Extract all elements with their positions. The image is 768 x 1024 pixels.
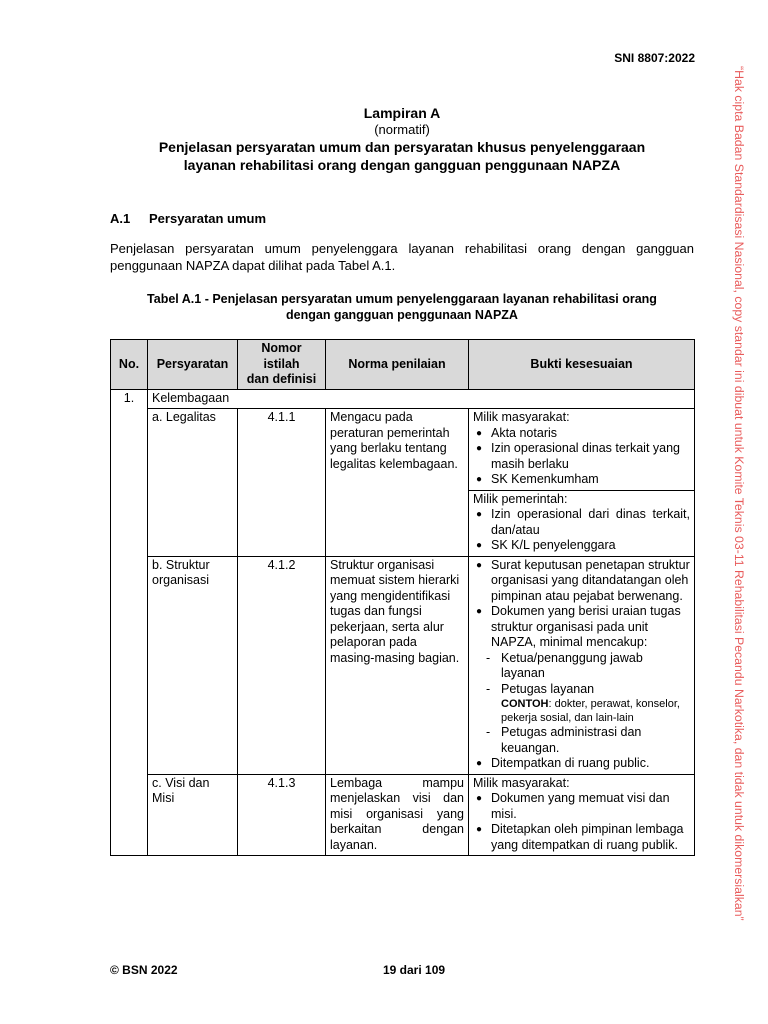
evidence-list [473,507,690,554]
list-item [473,604,690,756]
evidence-label: Milik pemerintah: [473,491,568,506]
requirement-line2: Misi [152,791,175,805]
table-row-group [111,389,695,409]
list-item: ● Surat keputusan penetapan struktur organisasi yang ditandatangan oleh pimpinan atau pejabat berwenang. [473,558,690,605]
list-item: ● Izin operasional dinas terkait yang masih berlaku [473,441,690,472]
table-caption-line1: Tabel A.1 - Penjelasan persyaratan umum penyelenggaraan layanan rehabilitasi orang [147,292,657,306]
requirement-line1: b. Struktur [152,557,210,572]
norm-cell: Struktur organisasi memuat sistem hierarki yang mengidentifikasi tugas dan fungsi pekerjaan, serta alur pelaporan pada masing-masing bagian. [326,556,469,774]
section-heading [110,211,266,226]
annex-type: (normatif) [374,122,430,137]
requirement-line2: organisasi [152,573,209,587]
footer-copyright: © BSN 2022 [110,963,178,977]
term-cell: 4.1.1 [238,409,326,557]
evidence-label: Milik masyarakat: [473,775,570,790]
evidence-list [473,791,690,853]
list-item: ● Dokumen yang memuat visi dan misi. [473,791,690,822]
evidence-cell [469,556,695,774]
term-cell: 4.1.3 [238,774,326,856]
standard-code: SNI 8807:2022 [614,51,695,65]
norm-cell: Mengacu pada peraturan pemerintah yang berlaku tentang legalitas kelembagaan. [326,409,469,557]
list-item: ● SK Kemenkumham [473,472,690,488]
list-item: ● Ditempatkan di ruang public. [473,756,690,772]
evidence-cell [469,409,695,491]
table-caption-line2: dengan gangguan penggunaan NAPZA [286,308,518,322]
table-row [111,774,695,856]
header-requirement: Persyaratan [148,340,238,390]
annex-label: Lampiran A [363,105,441,121]
list-item: ● Ditetapkan oleh pimpinan lembaga yang ditempatkan di ruang publik. [473,822,690,853]
norm-cell: Lembaga mampu menjelaskan visi dan misi organisasi yang berkaitan dengan layanan. [326,774,469,856]
example-label: CONTOH [501,698,549,710]
list-item: ● SK K/L penyelenggara [473,538,690,554]
table-row [111,409,695,491]
sub-list [473,651,690,757]
group-number: 1. [111,389,148,856]
footer-page-number: 19 dari 109 [383,963,446,977]
header-term-line1: Nomor [261,341,302,355]
evidence-list [473,426,690,488]
sub-list-item-text: - Petugas layanan [501,681,595,696]
header-term [238,340,326,390]
requirements-table [110,339,695,856]
table-row [111,556,695,774]
header-evidence: Bukti kesesuaian [469,340,695,390]
watermark-text: “Hak cipta Badan Standardisasi Nasional, copy standar ini dibuat untuk Komite Teknis 03-11 Rehabilitasi Pecandu Narkotika, dan tidak untuk dikomersialkan” [732,66,746,921]
evidence-list [473,558,690,772]
term-cell: 4.1.2 [238,556,326,774]
header-no: No. [111,340,148,390]
list-item: ● Izin operasional dari dinas terkait, dan/atau [473,507,690,538]
annex-title-line1: Penjelasan persyaratan umum dan persyaratan khusus penyelenggaraan [158,139,646,155]
evidence-cell [469,490,695,556]
list-item-text: Dokumen yang berisi uraian tugas struktur organisasi pada unit NAPZA, minimal mencakup: [491,604,681,649]
list-item: ● Akta notaris [473,426,690,442]
header-norm: Norma penilaian [326,340,469,390]
annex-title-block [110,105,694,174]
sub-list-item: - Petugas administrasi dan keuangan. [473,725,690,756]
example-text: : dokter, perawat, konselor, pekerja sosial, dan lain-lain [501,698,680,724]
section-number: A.1 [110,211,131,226]
requirement-cell [148,774,238,856]
intro-paragraph: Penjelasan persyaratan umum penyelenggara layanan rehabilitasi orang dengan gangguan penggunaan NAPZA dapat dilihat pada Tabel A.1. [110,241,694,273]
requirement-line1: c. Visi dan [152,775,210,790]
requirement-cell: a. Legalitas [148,409,238,557]
sub-list-item: - Ketua/penanggung jawab layanan [473,651,690,682]
example-note [501,697,690,725]
evidence-cell [469,774,695,856]
header-term-line3: dan definisi [246,372,317,386]
sub-list-item [473,682,690,726]
requirement-cell [148,556,238,774]
annex-title-line2: layanan rehabilitasi orang dengan gangguan penggunaan NAPZA [183,157,621,173]
header-term-line2: istilah [263,356,300,371]
evidence-label: Milik masyarakat: [473,410,570,424]
section-title: Persyaratan umum [149,211,267,226]
table-caption [110,291,694,323]
table-header-row [111,340,695,390]
group-label: Kelembagaan [148,389,695,409]
